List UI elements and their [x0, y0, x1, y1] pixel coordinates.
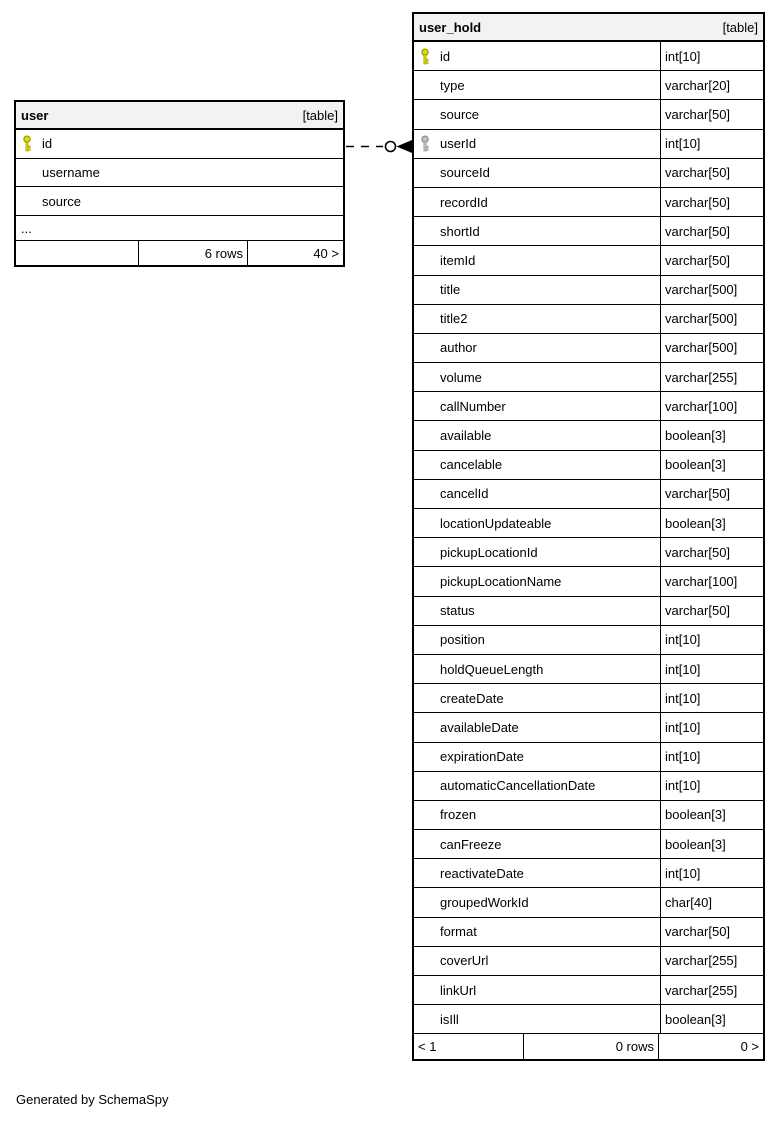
column-row	[414, 71, 763, 100]
column-row	[414, 743, 763, 772]
column-name: coverUrl	[440, 953, 489, 969]
column-row	[414, 801, 763, 830]
column-name-cell	[414, 597, 660, 625]
column-name: source	[440, 106, 480, 122]
row-count: 0 rows	[523, 1034, 658, 1059]
column-name: source	[42, 193, 82, 209]
primary-key-icon	[16, 135, 42, 152]
column-name: pickupLocationName	[440, 573, 562, 589]
column-name: format	[440, 924, 477, 940]
column-type: varchar[20]	[660, 71, 763, 99]
column-name-cell	[414, 947, 660, 975]
column-row	[414, 830, 763, 859]
column-name: id	[440, 48, 451, 64]
column-name-cell	[414, 71, 660, 99]
column-name-cell	[414, 451, 660, 479]
column-name-cell	[414, 421, 660, 449]
column-type: varchar[255]	[660, 976, 763, 1004]
column-type: varchar[255]	[660, 947, 763, 975]
column-name: reactivateDate	[440, 865, 524, 881]
column-type: int[10]	[660, 743, 763, 771]
column-type: boolean[3]	[660, 801, 763, 829]
column-name: canFreeze	[440, 836, 502, 852]
table-header[interactable]	[414, 14, 763, 42]
column-name-cell	[16, 187, 343, 215]
column-row	[414, 538, 763, 567]
column-name-cell	[414, 392, 660, 420]
column-row	[414, 188, 763, 217]
column-row	[414, 772, 763, 801]
column-row	[414, 246, 763, 275]
column-name-cell	[414, 100, 660, 128]
column-name-cell	[414, 859, 660, 887]
column-name: recordId	[440, 194, 488, 210]
column-name-cell	[414, 334, 660, 362]
column-name-cell	[414, 538, 660, 566]
degrees-prev-link[interactable]: < 1	[418, 1039, 437, 1055]
column-name-cell	[414, 305, 660, 333]
column-name-cell	[414, 42, 660, 70]
column-name-cell	[414, 655, 660, 683]
column-row	[414, 888, 763, 917]
column-type: int[10]	[660, 42, 763, 70]
column-name: availableDate	[440, 719, 519, 735]
column-type: varchar[50]	[660, 100, 763, 128]
column-name-cell	[16, 216, 343, 240]
column-name-cell	[414, 246, 660, 274]
column-row	[414, 947, 763, 976]
column-name: itemId	[440, 252, 476, 268]
primary-key-icon	[414, 48, 440, 65]
column-type: varchar[50]	[660, 538, 763, 566]
column-row	[414, 1005, 763, 1034]
column-name-cell	[414, 918, 660, 946]
elided-columns-row	[16, 216, 343, 241]
column-type: varchar[50]	[660, 480, 763, 508]
column-row	[414, 334, 763, 363]
column-name: frozen	[440, 807, 477, 823]
column-name-cell	[414, 976, 660, 1004]
column-row	[414, 859, 763, 888]
column-name: sourceId	[440, 165, 490, 181]
column-name: callNumber	[440, 398, 506, 414]
column-name-cell	[414, 743, 660, 771]
column-name: userId	[440, 136, 477, 152]
column-name: type	[440, 77, 465, 93]
column-name: username	[42, 165, 100, 181]
column-row	[414, 626, 763, 655]
column-type: int[10]	[660, 626, 763, 654]
column-row	[414, 305, 763, 334]
column-row	[414, 480, 763, 509]
column-name-cell	[414, 130, 660, 158]
column-name-cell	[414, 159, 660, 187]
column-name-cell	[414, 772, 660, 800]
degrees-next-link[interactable]: 0 >	[658, 1034, 763, 1059]
column-name-cell	[16, 130, 343, 158]
row-count: 6 rows	[138, 241, 247, 265]
column-row	[414, 217, 763, 246]
table-type-badge: [table]	[302, 107, 338, 123]
fk-relationship-connector	[345, 139, 412, 154]
column-name-cell	[414, 567, 660, 595]
table-box-user-hold[interactable]	[412, 12, 765, 1061]
column-name: locationUpdateable	[440, 515, 552, 531]
column-type: varchar[255]	[660, 363, 763, 391]
column-name-cell	[414, 480, 660, 508]
column-name-cell	[414, 713, 660, 741]
column-name: author	[440, 340, 477, 356]
column-type: varchar[100]	[660, 392, 763, 420]
column-type: boolean[3]	[660, 421, 763, 449]
column-type: boolean[3]	[660, 1005, 763, 1033]
column-name-cell	[414, 217, 660, 245]
column-type: varchar[50]	[660, 918, 763, 946]
column-type: varchar[100]	[660, 567, 763, 595]
column-row	[414, 451, 763, 480]
column-type: char[40]	[660, 888, 763, 916]
column-name-cell	[414, 1005, 660, 1033]
column-name-cell	[414, 509, 660, 537]
column-row	[414, 976, 763, 1005]
column-name: createDate	[440, 690, 504, 706]
column-name: id	[42, 136, 53, 152]
column-type: varchar[50]	[660, 188, 763, 216]
column-name: expirationDate	[440, 749, 524, 765]
column-name: volume	[440, 369, 482, 385]
table-type-badge: [table]	[722, 19, 758, 35]
table-title[interactable]: user	[21, 107, 49, 123]
column-row	[414, 392, 763, 421]
generator-note: Generated by SchemaSpy	[16, 1092, 169, 1107]
column-name-cell	[414, 188, 660, 216]
column-type: int[10]	[660, 713, 763, 741]
column-name: cancelId	[440, 486, 489, 502]
column-name: shortId	[440, 223, 480, 239]
column-row	[414, 597, 763, 626]
degrees-prev-link	[16, 241, 138, 265]
column-type: boolean[3]	[660, 509, 763, 537]
column-name-cell	[414, 363, 660, 391]
column-name: cancelable	[440, 457, 503, 473]
table-box-user[interactable]	[14, 100, 345, 267]
column-name-cell	[414, 801, 660, 829]
column-row	[414, 918, 763, 947]
relationship-arrowhead	[397, 140, 413, 153]
column-name-cell	[16, 159, 343, 187]
column-name: isIll	[440, 1011, 459, 1027]
column-name: holdQueueLength	[440, 661, 544, 677]
column-row	[414, 713, 763, 742]
column-name-cell	[414, 626, 660, 654]
column-type: varchar[500]	[660, 334, 763, 362]
column-row	[414, 276, 763, 305]
column-type: varchar[50]	[660, 159, 763, 187]
column-row	[414, 363, 763, 392]
column-name: status	[440, 603, 475, 619]
column-row	[414, 655, 763, 684]
column-row	[414, 130, 763, 159]
column-row	[16, 187, 343, 216]
table-header[interactable]	[16, 102, 343, 130]
column-name: ...	[21, 220, 32, 236]
column-type: int[10]	[660, 859, 763, 887]
column-name: linkUrl	[440, 982, 477, 998]
column-name: title	[440, 282, 461, 298]
column-row	[414, 42, 763, 71]
foreign-key-icon	[414, 135, 440, 152]
column-type: int[10]	[660, 684, 763, 712]
column-row	[16, 130, 343, 159]
column-type: varchar[50]	[660, 217, 763, 245]
column-type: int[10]	[660, 655, 763, 683]
column-row	[414, 684, 763, 713]
column-row	[414, 159, 763, 188]
column-type: int[10]	[660, 772, 763, 800]
column-name: automaticCancellationDate	[440, 778, 596, 794]
column-name-cell	[414, 684, 660, 712]
column-name-cell	[414, 888, 660, 916]
column-name: pickupLocationId	[440, 544, 538, 560]
column-type: varchar[500]	[660, 305, 763, 333]
column-type: boolean[3]	[660, 830, 763, 858]
column-type: boolean[3]	[660, 451, 763, 479]
column-row	[16, 159, 343, 188]
column-type: varchar[500]	[660, 276, 763, 304]
table-footer	[414, 1034, 763, 1059]
column-row	[414, 421, 763, 450]
degrees-next-link[interactable]: 40 >	[247, 241, 343, 265]
column-name: position	[440, 632, 485, 648]
column-name: title2	[440, 311, 468, 327]
column-name-cell	[414, 830, 660, 858]
column-type: varchar[50]	[660, 597, 763, 625]
column-row	[414, 509, 763, 538]
relationship-open-circle	[386, 142, 396, 152]
column-name: groupedWorkId	[440, 895, 529, 911]
column-row	[414, 100, 763, 129]
column-type: varchar[50]	[660, 246, 763, 274]
column-name-cell	[414, 276, 660, 304]
table-title[interactable]: user_hold	[419, 19, 482, 35]
column-row	[414, 567, 763, 596]
column-name: available	[440, 428, 492, 444]
column-type: int[10]	[660, 130, 763, 158]
table-footer	[16, 241, 343, 265]
